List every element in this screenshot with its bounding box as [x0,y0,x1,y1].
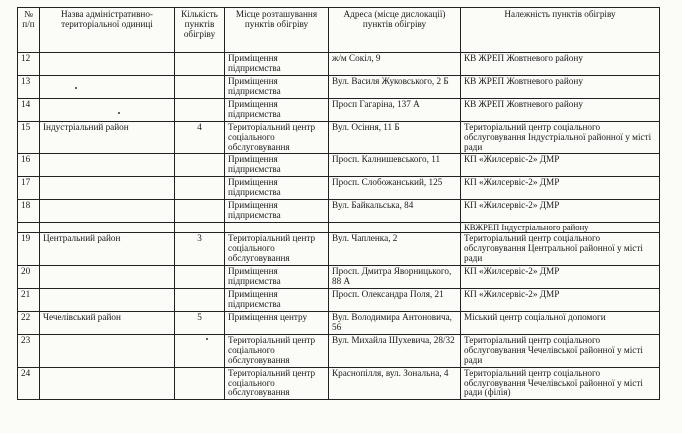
row-owner: Міський центр соціальної допомоги [461,311,660,334]
row-owner: КП «Жилсервіс-2» ДМР [461,289,660,312]
row-count [175,53,225,76]
row-owner: КВ ЖРЕП Жовтневого району [461,75,660,98]
row-count [175,177,225,200]
row-address: Просп. Олександра Поля, 21 [329,289,461,312]
header-number: № п/п [18,8,40,53]
table-row [18,367,660,400]
row-unit: Індустріальний район [40,121,175,154]
row-number: 23 [18,334,40,367]
row-number: 14 [18,98,40,121]
row-count [175,200,225,223]
row-owner: КП «Жилсервіс-2» ДМР [461,266,660,289]
row-owner: Територіальний центр соціального обслуговування Центральної районної у місті ради [461,233,660,266]
row-address: Вул. Чапленка, 2 [329,233,461,266]
scan-speck [206,338,208,340]
table-row [18,223,660,233]
row-owner: Територіальний центр соціального обслуговування Чечелівської районної у місті ради (філія) [461,367,660,400]
row-address [329,223,461,233]
row-place: Приміщення підприємства [225,266,329,289]
scan-speck [118,112,120,114]
row-unit [40,154,175,177]
table-row [18,177,660,200]
row-count: 4 [175,121,225,154]
row-address: Просп. Калнишевського, 11 [329,154,461,177]
row-address: Вул. Байкальська, 84 [329,200,461,223]
heating-points-table [17,7,660,400]
row-address: Вул. Михайла Шухевича, 28/32 [329,334,461,367]
row-number: 21 [18,289,40,312]
row-owner: Територіальний центр соціального обслуговування Індустріальної районної у місті ради [461,121,660,154]
row-owner: КП «Жилсервіс-2» ДМР [461,154,660,177]
row-place: Приміщення підприємства [225,200,329,223]
row-place: Приміщення центру [225,311,329,334]
table-row [18,311,660,334]
row-count: 5 [175,311,225,334]
row-unit [40,98,175,121]
table-row [18,98,660,121]
row-address: Вул. Володимира Антоновича, 56 [329,311,461,334]
row-place: Приміщення підприємства [225,289,329,312]
row-unit [40,53,175,76]
row-number: 16 [18,154,40,177]
row-count: 3 [175,233,225,266]
row-unit [40,75,175,98]
row-count [175,98,225,121]
row-owner: КВ ЖРЕП Жовтневого району [461,53,660,76]
row-owner: КВ ЖРЕП Жовтневого району [461,98,660,121]
row-number: 17 [18,177,40,200]
row-number [18,223,40,233]
row-owner: КП «Жилсервіс-2» ДМР [461,177,660,200]
table-row [18,154,660,177]
table-row [18,233,660,266]
row-number: 22 [18,311,40,334]
row-address: Просп. Слобожанський, 125 [329,177,461,200]
row-count [175,289,225,312]
row-place: Приміщення підприємства [225,75,329,98]
row-number: 12 [18,53,40,76]
row-unit [40,289,175,312]
row-unit [40,266,175,289]
row-unit [40,223,175,233]
row-count [175,367,225,400]
table-row [18,53,660,76]
header-unit: Назва адміністративно-територіальної одиниці [40,8,175,53]
row-address: Краснопілля, вул. Зональна, 4 [329,367,461,400]
row-place: Приміщення підприємства [225,98,329,121]
row-address: Вул. Осіння, 11 Б [329,121,461,154]
row-place: Територіальний центр соціального обслуговування [225,233,329,266]
table-header-row [18,8,660,53]
table-row [18,334,660,367]
row-place [225,223,329,233]
row-number: 15 [18,121,40,154]
row-place: Територіальний центр соціального обслуговування [225,121,329,154]
row-count [175,266,225,289]
row-place: Приміщення підприємства [225,177,329,200]
scan-speck [75,87,77,89]
row-count [175,223,225,233]
row-address: Просп Гагаріна, 137 А [329,98,461,121]
table-row [18,266,660,289]
table-row [18,289,660,312]
row-count [175,154,225,177]
row-address: Просп. Дмитра Яворницького, 88 А [329,266,461,289]
row-unit [40,334,175,367]
header-address: Адреса (місце дислокації) пунктів обігріву [329,8,461,53]
row-owner: Територіальний центр соціального обслуговування Чечелівської районної у місті ради [461,334,660,367]
row-owner: КВЖРЕП Індустріального району [461,223,660,233]
row-place: Приміщення підприємства [225,53,329,76]
header-place: Місце розташування пунктів обігріву [225,8,329,53]
table-row [18,200,660,223]
row-number: 24 [18,367,40,400]
row-count [175,334,225,367]
row-address: ж/м Сокіл, 9 [329,53,461,76]
row-address: Вул. Василя Жуковського, 2 Б [329,75,461,98]
table-row [18,75,660,98]
row-unit: Чечелівський район [40,311,175,334]
row-number: 18 [18,200,40,223]
row-count [175,75,225,98]
row-place: Територіальний центр соціального обслуговування [225,367,329,400]
header-count: Кількість пунктів обігріву [175,8,225,53]
header-owner: Належність пунктів обігріву [461,8,660,53]
row-unit [40,367,175,400]
row-place: Територіальний центр соціального обслуговування [225,334,329,367]
row-number: 20 [18,266,40,289]
row-unit [40,200,175,223]
row-owner: КП «Жилсервіс-2» ДМР [461,200,660,223]
table-row [18,121,660,154]
row-number: 13 [18,75,40,98]
row-unit [40,177,175,200]
row-number: 19 [18,233,40,266]
row-unit: Центральний район [40,233,175,266]
row-place: Приміщення підприємства [225,154,329,177]
